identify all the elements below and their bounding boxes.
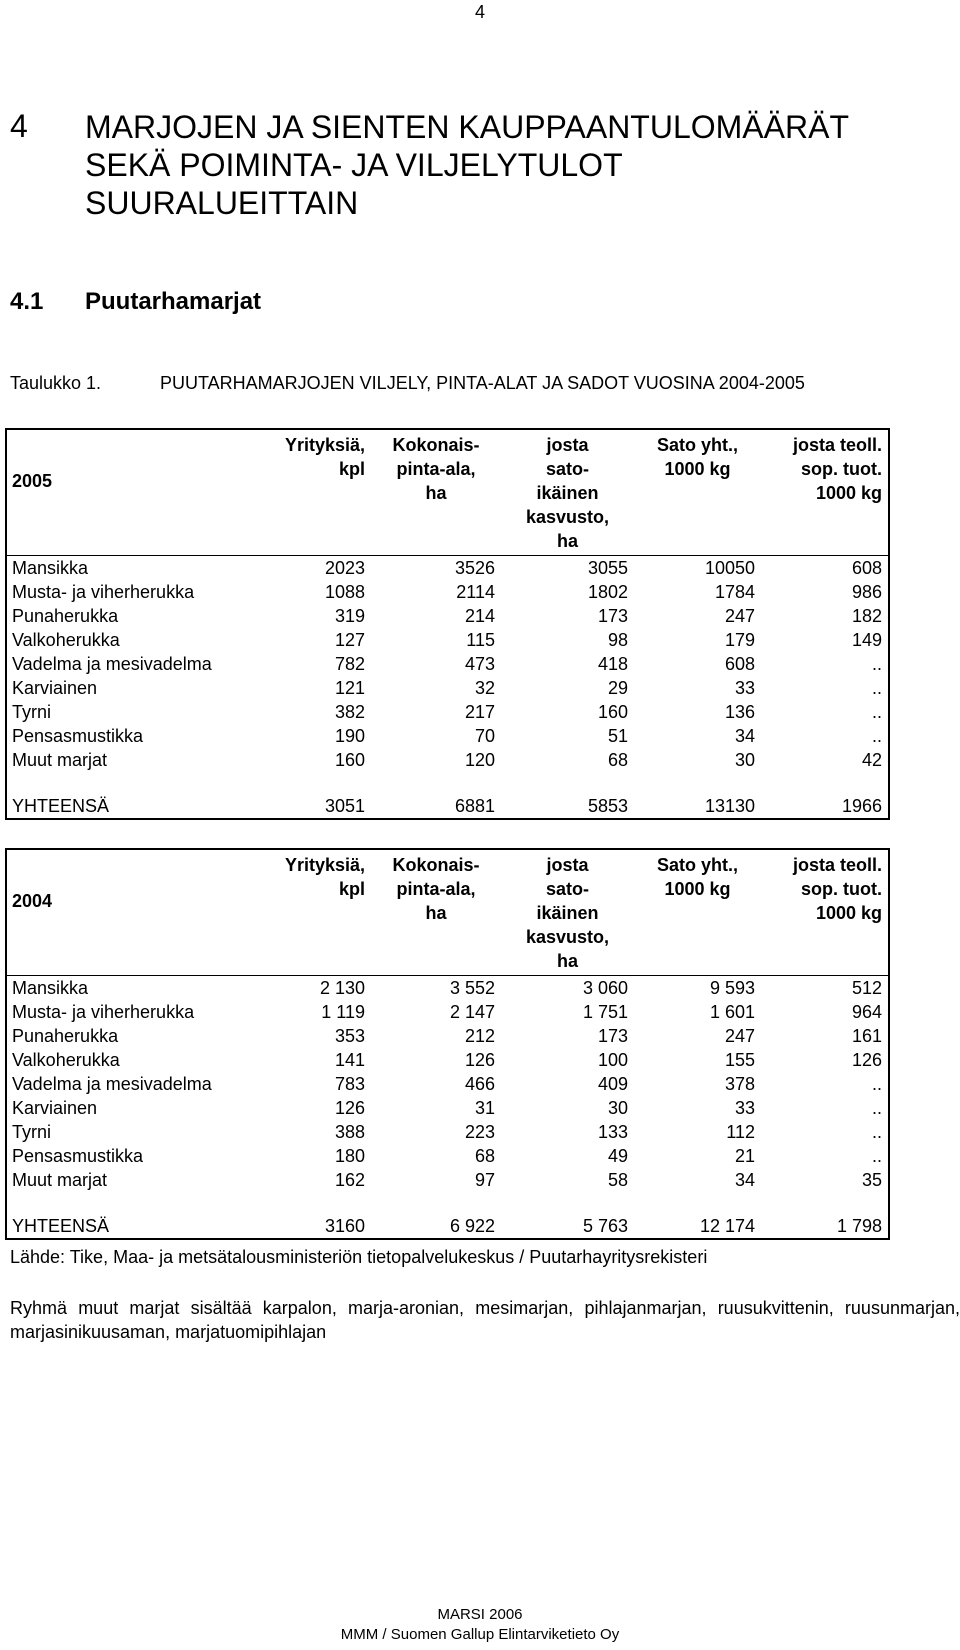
table-row [6,628,889,652]
cell: 68 [474,1146,495,1166]
section-title: Puutarhamarjat [85,288,262,315]
cell: 35 [861,1170,882,1190]
total-cell: 6 922 [449,1216,495,1236]
table-row [6,1072,889,1096]
table-row [6,580,889,604]
cell: 512 [761,976,889,1001]
table-row [6,748,889,772]
cell: 162 [334,1170,365,1190]
cell: 149 [851,630,882,650]
total-cell: 1966 [841,796,882,816]
berry-table-2004 [5,848,890,1240]
cell: 33 [734,1098,755,1118]
companies-header: Yrityksiä, kpl [284,435,365,479]
cell: 2023 [251,556,371,581]
total-cell: 5853 [587,796,628,816]
cell: 155 [724,1050,755,1070]
total-label: YHTEENSÄ [12,796,110,816]
cell: 1802 [587,582,628,602]
row-label: Musta- ja viherherukka [12,1002,195,1022]
cell: 30 [734,750,755,770]
year-header: 2005 [12,471,53,491]
cell: 10050 [634,556,761,581]
cell: 126 [334,1098,365,1118]
cell: 127 [334,630,365,650]
row-label: Muut marjat [12,750,108,770]
chapter-number: 4 [10,108,28,144]
cell: 3 060 [501,976,634,1001]
cell: 182 [851,606,882,626]
yield-header: Sato yht., 1000 kg [656,855,738,899]
cell: 51 [607,726,628,746]
cell: 68 [607,750,628,770]
total-cell: 3160 [324,1216,365,1236]
cell: 34 [734,726,755,746]
berry-table-2005 [5,428,890,820]
table-row [6,1024,889,1048]
table-row [6,556,889,581]
row-label: Tyrni [12,702,52,722]
industrial-header: josta teoll. sop. tuot. 1000 kg [792,435,882,503]
year-header: 2004 [12,891,53,911]
table-caption-title: PUUTARHAMARJOJEN VILJELY, PINTA-ALAT JA SADOT VUOSINA 2004-2005 [160,373,805,393]
cell: 100 [597,1050,628,1070]
table-caption-label: Taulukko 1. [10,373,102,393]
table-row [6,976,889,1001]
table-row [6,724,889,748]
cell: 319 [334,606,365,626]
cell: 173 [597,606,628,626]
cell: 1 751 [582,1002,628,1022]
total-cell: 12 174 [699,1216,755,1236]
cell: 126 [464,1050,495,1070]
cell: .. [871,654,882,674]
cell: 160 [334,750,365,770]
cell: 382 [334,702,365,722]
cell: 608 [761,556,889,581]
cell: 180 [334,1146,365,1166]
total-cell: 3051 [324,796,365,816]
row-label: Punaherukka [12,1026,119,1046]
cell: .. [871,1146,882,1166]
table-header-row [6,849,889,976]
table-row [6,1096,889,1120]
spacer-row [6,1192,889,1214]
cell: .. [871,1098,882,1118]
cell: 409 [597,1074,628,1094]
cell: 32 [474,678,495,698]
total-area-header: Kokonais- pinta-ala, ha [392,855,480,923]
cell: 58 [607,1170,628,1190]
total-cell: 5 763 [582,1216,628,1236]
total-area-header: Kokonais- pinta-ala, ha [392,435,480,503]
cell: 608 [724,654,755,674]
row-label: Pensasmustikka [12,1146,144,1166]
cell: .. [871,678,882,698]
cell: 466 [464,1074,495,1094]
cell: 112 [726,1122,755,1142]
page-number: 4 [474,2,485,22]
cell: 121 [334,678,365,698]
cell: 3526 [371,556,501,581]
total-label: YHTEENSÄ [12,1216,110,1236]
section-number: 4.1 [10,288,44,315]
cell: 473 [464,654,495,674]
spacer-row [6,772,889,794]
cell: 1 601 [709,1002,755,1022]
row-label: Vadelma ja mesivadelma [12,654,212,674]
cell: 161 [851,1026,882,1046]
total-cell: 6881 [454,796,495,816]
cell: 2114 [456,582,495,602]
chapter-title-line: SUURALUEITTAIN [85,185,359,221]
chapter-title-line: SEKÄ POIMINTA- JA VILJELYTULOT [85,147,623,183]
cell: 141 [334,1050,365,1070]
total-cell: 1 798 [836,1216,882,1236]
row-label: Muut marjat [12,1170,108,1190]
cell: 3055 [501,556,634,581]
cell: 3 552 [371,976,501,1001]
cell: 120 [464,750,495,770]
cell: 353 [334,1026,365,1046]
cell: 115 [466,630,495,650]
cell: 388 [334,1122,365,1142]
row-label: Pensasmustikka [12,726,144,746]
cell: 223 [464,1122,495,1142]
cell: 70 [474,726,495,746]
cell: .. [871,1074,882,1094]
cell: 190 [334,726,365,746]
cell: 214 [464,606,495,626]
cell: 212 [464,1026,495,1046]
row-label: Karviainen [12,678,98,698]
cell: 418 [597,654,628,674]
companies-header: Yrityksiä, kpl [284,855,365,899]
source-note: Lähde: Tike, Maa- ja metsätalousministeriön tietopalvelukeskus / Puutarhayritysrekisteri [10,1247,708,1267]
cell: 33 [734,678,755,698]
cell: 986 [851,582,882,602]
group-note: Ryhmä muut marjat sisältää karpalon, marja-aronian, mesimarjan, pihlajanmarjan, ruusukvittenin, ruusunmarjan, marjasinikuusaman, marjatuomipihlajan [10,1298,960,1342]
cell: .. [871,1122,882,1142]
cell: 782 [334,654,365,674]
cell: 217 [464,702,495,722]
row-label: Valkoherukka [12,630,120,650]
footer-publisher: MMM / Suomen Gallup Elintarviketieto Oy [340,1626,620,1643]
cell: 126 [851,1050,882,1070]
table-row [6,700,889,724]
row-label: Mansikka [6,976,251,1001]
chapter-title-line: MARJOJEN JA SIENTEN KAUPPAANTULOMÄÄRÄT [85,109,849,145]
cell: 9 593 [634,976,761,1001]
row-label: Vadelma ja mesivadelma [12,1074,212,1094]
table-row [6,1000,889,1024]
row-label: Valkoherukka [12,1050,120,1070]
total-row [6,794,889,819]
cell: 1 119 [321,1002,365,1022]
table-row [6,1168,889,1192]
yield-header: Sato yht., 1000 kg [656,435,738,479]
cell: 2 147 [449,1002,495,1022]
cell: 160 [597,702,628,722]
table-row [6,1048,889,1072]
cell: 136 [724,702,755,722]
cell: 2 130 [251,976,371,1001]
cell: 783 [334,1074,365,1094]
table-row [6,652,889,676]
table-row [6,1144,889,1168]
cell: 97 [474,1170,495,1190]
harvest-age-area-header: josta sato- ikäinen kasvusto, ha [525,435,610,551]
table-header-row [6,429,889,556]
cell: 1088 [324,582,365,602]
cell: 98 [607,630,628,650]
row-label: Punaherukka [12,606,119,626]
cell: 42 [861,750,882,770]
total-row [6,1214,889,1239]
cell: 247 [724,1026,755,1046]
cell: 21 [734,1146,755,1166]
cell: 247 [724,606,755,626]
table-row [6,1120,889,1144]
cell: 31 [474,1098,495,1118]
cell: 29 [607,678,628,698]
cell: 1784 [714,582,755,602]
cell: 30 [607,1098,628,1118]
table-row [6,676,889,700]
cell: 49 [607,1146,628,1166]
industrial-header: josta teoll. sop. tuot. 1000 kg [792,855,882,923]
cell: 964 [851,1002,882,1022]
cell: .. [871,726,882,746]
row-label: Karviainen [12,1098,98,1118]
table-row [6,604,889,628]
harvest-age-area-header: josta sato- ikäinen kasvusto, ha [525,855,610,971]
row-label: Tyrni [12,1122,52,1142]
cell: 133 [597,1122,628,1142]
total-cell: 13130 [704,796,755,816]
row-label: Mansikka [6,556,251,581]
cell: 378 [724,1074,755,1094]
footer-publication: MARSI 2006 [437,1606,523,1623]
cell: .. [871,702,882,722]
cell: 179 [724,630,755,650]
cell: 34 [734,1170,755,1190]
cell: 173 [597,1026,628,1046]
row-label: Musta- ja viherherukka [12,582,195,602]
